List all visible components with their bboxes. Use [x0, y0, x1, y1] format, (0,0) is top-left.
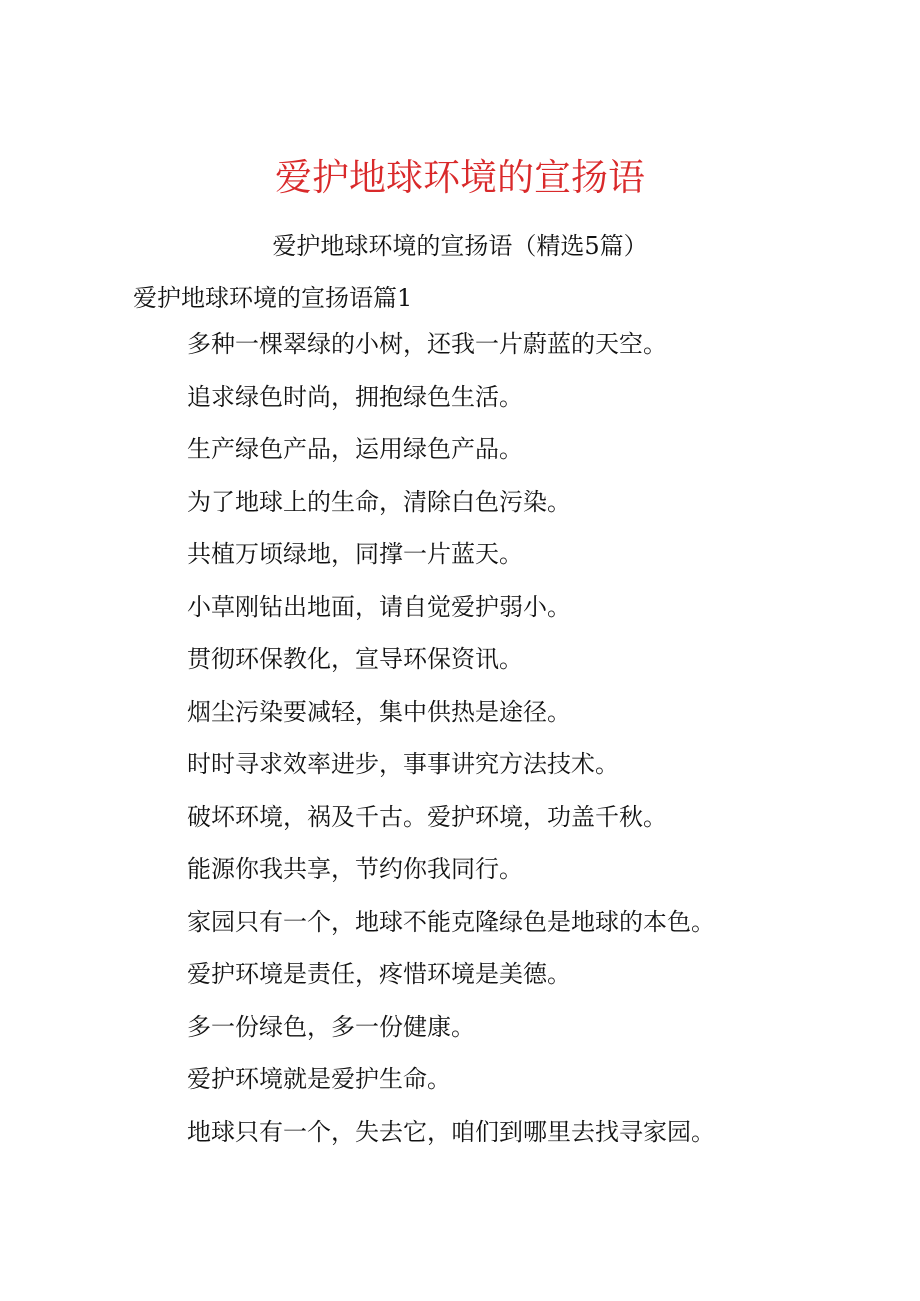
slogan-line: 爱护环境就是爱护生命。: [187, 1065, 451, 1093]
slogan-line: 破坏环境，祸及千古。爱护环境，功盖千秋。: [187, 802, 667, 831]
slogan-line: 多种一棵翠绿的小树，还我一片蔚蓝的天空。: [187, 330, 667, 358]
slogan-line: 小草刚钻出地面，请自觉爱护弱小。: [187, 592, 571, 621]
slogan-list: [187, 326, 715, 1166]
slogan-line: 烟尘污染要减轻，集中供热是途径。: [187, 697, 571, 726]
slogan-line: 共植万顷绿地，同撑一片蓝天。: [187, 540, 523, 568]
slogan-line: 追求绿色时尚，拥抱绿色生活。: [187, 382, 523, 411]
slogan-line: 能源你我共享，节约你我同行。: [187, 855, 523, 883]
slogan-line: 时时寻求效率进步，事事讲究方法技术。: [187, 750, 619, 778]
document-subtitle: 爱护地球环境的宣扬语（精选5篇）: [272, 232, 648, 260]
slogan-line: 家园只有一个，地球不能克隆绿色是地球的本色。: [187, 907, 715, 936]
slogan-line: 多一份绿色，多一份健康。: [187, 1012, 475, 1041]
slogan-line: 为了地球上的生命，清除白色污染。: [187, 487, 571, 516]
slogan-line: 贯彻环保教化，宣导环保资讯。: [187, 645, 523, 673]
document-title: 爱护地球环境的宣扬语: [275, 156, 645, 199]
slogan-line: 地球只有一个，失去它，咱们到哪里去找寻家园。: [187, 1117, 715, 1146]
slogan-line: 生产绿色产品，运用绿色产品。: [187, 435, 523, 463]
slogan-line: 爱护环境是责任，疼惜环境是美德。: [187, 960, 571, 988]
section-heading: 爱护地球环境的宣扬语篇1: [133, 284, 413, 312]
